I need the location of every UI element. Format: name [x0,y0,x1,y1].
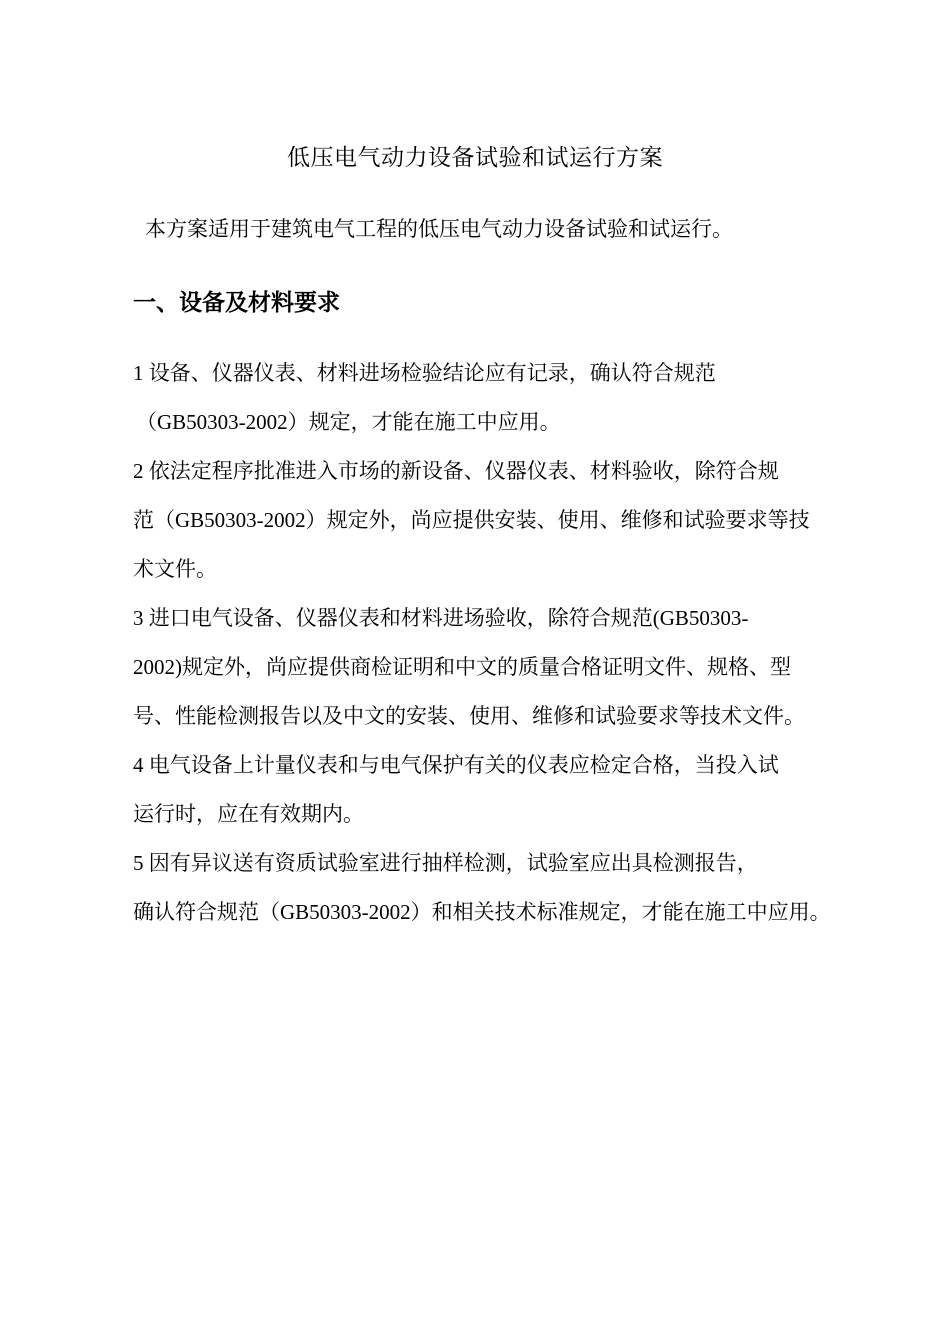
item-1-line-2: （GB50303-2002）规定，才能在施工中应用。 [136,410,561,434]
item-2-line-2: 范（GB50303-2002）规定外，尚应提供安装、使用、维修和试验要求等技 [133,508,810,532]
requirements-list [133,349,838,937]
item-3-line-3: 号、性能检测报告以及中文的安装、使用、维修和试验要求等技术文件。 [133,704,805,728]
list-item [133,839,838,937]
item-5-line-1: 5 因有异议送有资质试验室进行抽样检测，试验室应出具检测报告， [133,851,758,875]
item-3-line-1: 3 进口电气设备、仪器仪表和材料进场验收，除符合规范(GB50303- [133,606,749,630]
list-item [133,594,838,741]
item-1-line-1: 1 设备、仪器仪表、材料进场检验结论应有记录，确认符合规范 [133,361,716,385]
item-3-line-2: 2002)规定外，尚应提供商检证明和中文的质量合格证明文件、规格、型 [133,655,791,679]
list-item [133,349,838,447]
intro-paragraph: 本方案适用于建筑电气工程的低压电气动力设备试验和试运行。 [145,217,733,241]
document-title: 低压电气动力设备试验和试运行方案 [287,145,663,171]
item-4-line-1: 4 电气设备上计量仪表和与电气保护有关的仪表应检定合格，当投入试 [133,753,779,777]
item-2-line-3: 术文件。 [133,557,217,581]
list-item [133,447,838,594]
item-2-line-1: 2 依法定程序批准进入市场的新设备、仪器仪表、材料验收，除符合规 [133,459,779,483]
item-5-line-2: 确认符合规范（GB50303-2002）和相关技术标准规定，才能在施工中应用。 [133,900,831,924]
item-4-line-2: 运行时，应在有效期内。 [133,802,364,826]
section-heading: 一、设备及材料要求 [133,290,340,316]
list-item [133,741,838,839]
